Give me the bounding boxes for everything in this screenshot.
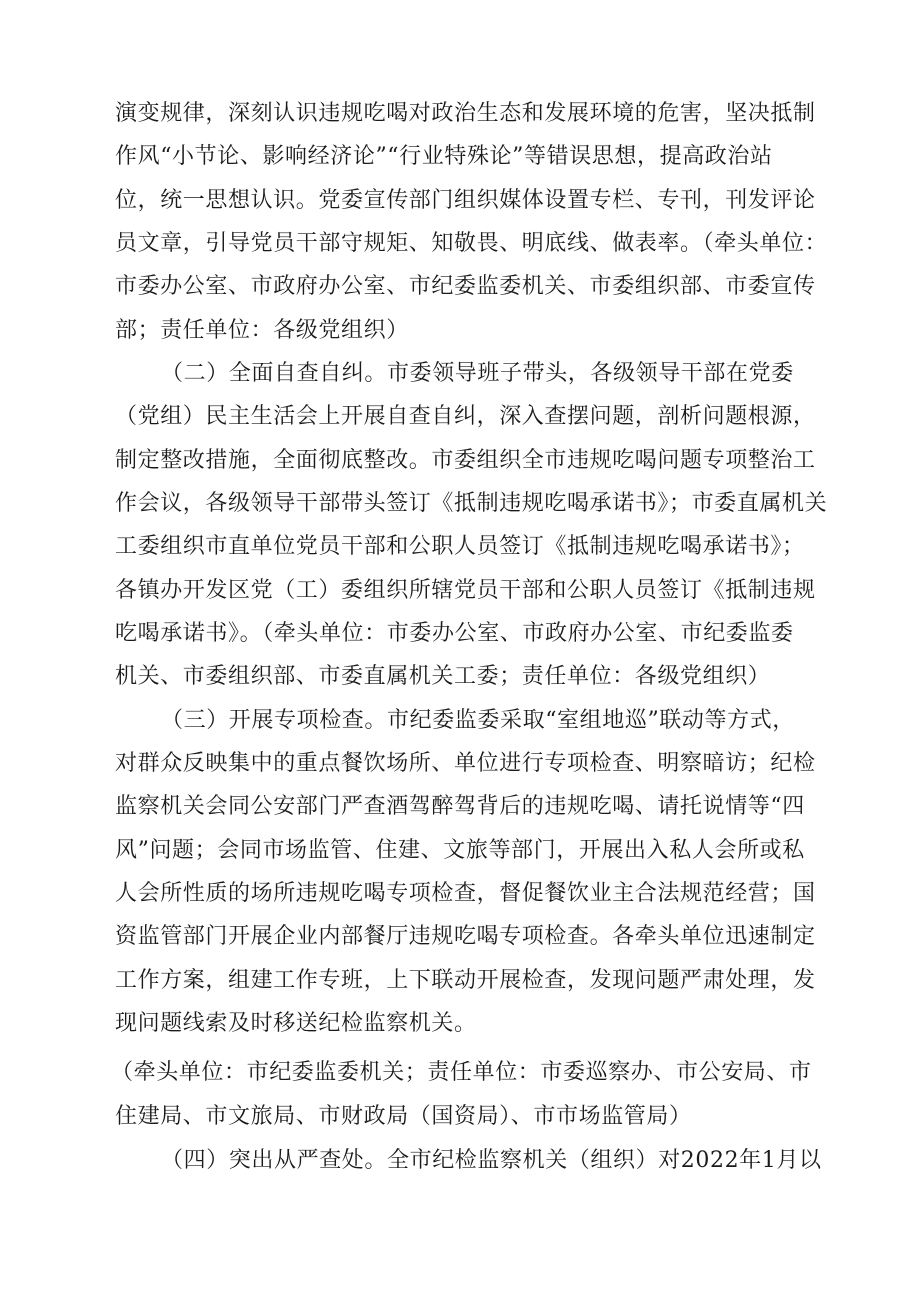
text-line: （党组）民主生活会上开展自查自纠，深入查摆问题，剖析问题根源， [115,404,816,429]
text-line: 各镇办开发区党（工）委组织所辖党员干部和公职人员签订《抵制违规 [115,578,816,603]
text-line: 员文章，引导党员干部守规矩、知敬畏、明底线、做表率。（牵头单位： [115,231,828,256]
text-line: 演变规律，深刻认识违规吃喝对政治生态和发展环境的危害，坚决抵制 [115,101,816,126]
text-line: 工作方案，组建工作专班，上下联动开展检查，发现问题严肃处理，发 [115,968,816,993]
text-line: 市委办公室、市政府办公室、市纪委监委机关、市委组织部、市委宣传 [115,274,816,299]
text-line: 人会所性质的场所违规吃喝专项检查，督促餐饮业主合法规范经营；国 [115,881,816,906]
text-line: 风”问题；会同市场监管、住建、文旅等部门，开展出入私人会所或私 [115,838,805,863]
text-line: 机关、市委组织部、市委直属机关工委；责任单位：各级党组织） [115,664,771,689]
text-line: 制定整改措施，全面彻底整改。市委组织全市违规吃喝问题专项整治工 [115,448,816,473]
text-line: 工委组织市直单位党员干部和公职人员签订《抵制违规吃喝承诺书》； [115,534,805,559]
text-line: 对群众反映集中的重点餐饮场所、单位进行专项检查、明察暗访；纪检 [115,751,816,776]
text-line: 部；责任单位：各级党组织） [115,318,409,343]
text-line: （牵头单位：市纪委监委机关；责任单位：市委巡察办、市公安局、市 [111,1060,812,1085]
section-heading-line: （二）全面自查自纠。市委领导班子带头，各级领导干部在党委 [161,361,794,386]
text-line: 现问题线索及时移送纪检监察机关。 [115,1011,477,1036]
section-heading-line: （三）开展专项检查。市纪委监委采取“室组地巡”联动等方式， [161,708,795,733]
text-line: 作风“小节论、影响经济论”“行业特殊论”等错误思想，提高政治站 [115,144,773,169]
text-line: 资监管部门开展企业内部餐厅违规吃喝专项检查。各牵头单位迅速制定 [115,924,816,949]
text-line: 吃喝承诺书》。（牵头单位：市委办公室、市政府办公室、市纪委监委 [115,621,794,646]
section-heading-line: （四）突出从严查处。全市纪检监察机关（组织）对2022年1月以 [161,1148,822,1173]
text-line: 监察机关会同公安部门严查酒驾醉驾背后的违规吃喝、请托说情等“四 [115,794,805,819]
text-line: 作会议，各级领导干部带头签订《抵制违规吃喝承诺书》；市委直属机关 [115,491,828,516]
text-line: 位，统一思想认识。党委宣传部门组织媒体设置专栏、专刊，刊发评论 [115,188,816,213]
text-line: 住建局、市文旅局、市财政局（国资局）、市市场监管局） [115,1104,692,1129]
